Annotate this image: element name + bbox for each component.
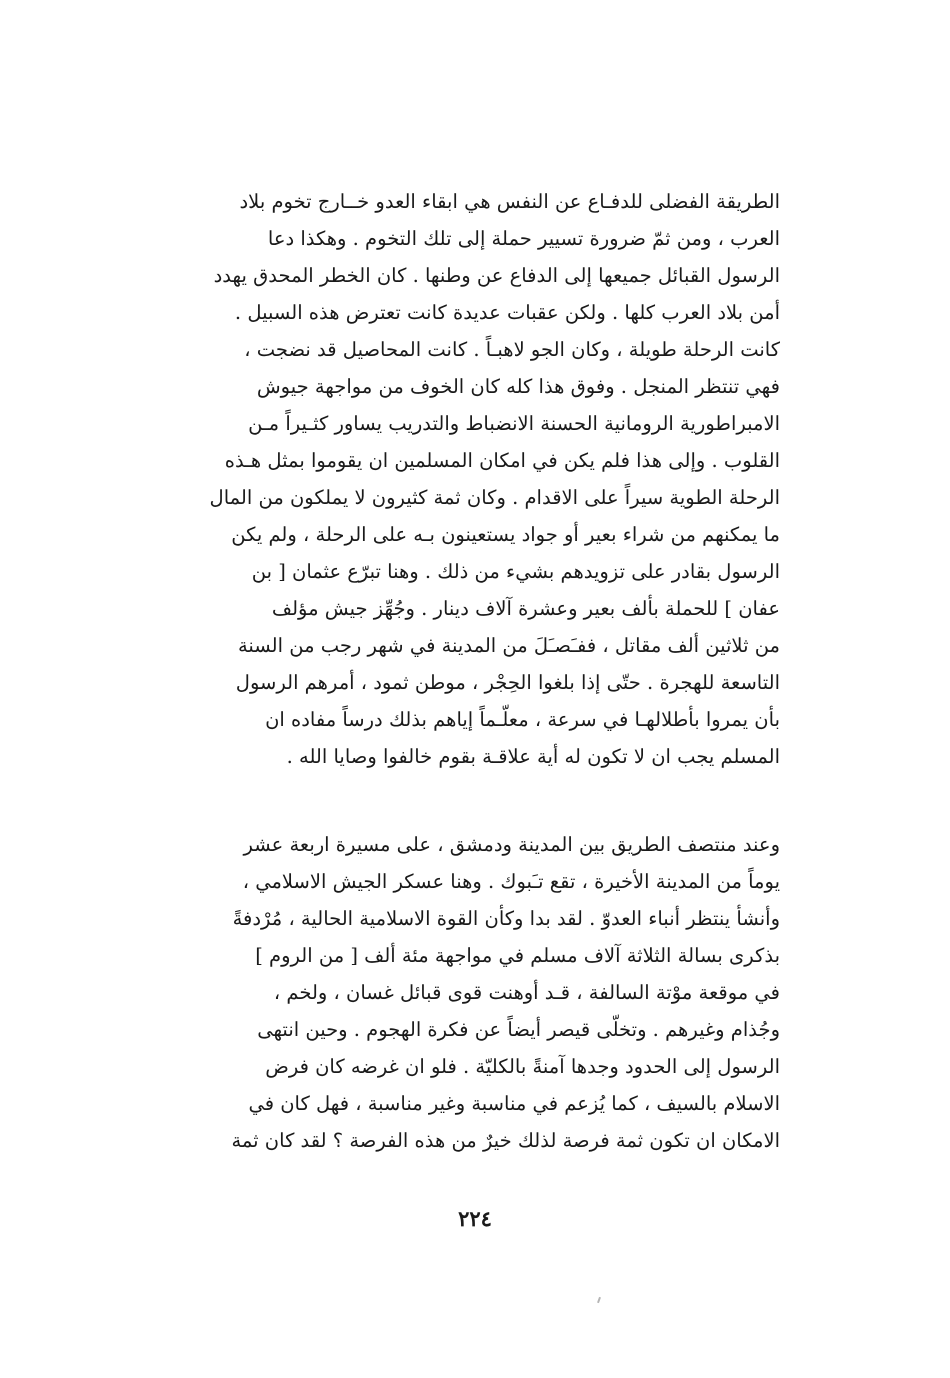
text-line: الاسلام بالسيف ، كما يُزعم في مناسبة وغير مناسبة ، فهل كان في	[248, 1092, 780, 1115]
text-line: في موقعة موْتة السالفة ، قـد أوهنت قوى قبائل غسان ، ولخم ،	[273, 981, 780, 1004]
paragraph-2	[104, 826, 780, 1159]
scan-speck	[597, 1297, 601, 1303]
text-line: من ثلاثين ألف مقاتل ، ففـَصـَلَ من المدينة في شهر رجب من السنة	[237, 634, 780, 657]
text-line: الرسول إلى الحدود وجدها آمنةً بالكليّة . فلو ان غرضه كان فرض	[265, 1055, 780, 1078]
text-line: الطريقة الفضلى للدفـاع عن النفس هي ابقاء العدو خــارج تخوم بلاد	[239, 190, 780, 213]
text-line: الرسول بقادر على تزويدهم بشيء من ذلك . وهنا تبرّع عثمان [ بن	[251, 560, 780, 583]
text-line: وجُذام وغيرهم . وتخلّى قيصر أيضاً عن فكرة الهجوم . وحين انتهى	[257, 1018, 780, 1041]
text-line: فهي تنتظر المنجل . وفوق هذا كله كان الخوف من مواجهة جيوش	[256, 375, 780, 398]
page-number: ٢٢٤	[458, 1206, 492, 1231]
text-line: الرحلة الطوية سيراً على الاقدام . وكان ثمة كثيرون لا يملكون من المال	[209, 486, 780, 509]
text-line: الامكان ان تكون ثمة فرصة لذلك خيرٌ من هذه الفرصة ؟ لقد كان ثمة	[231, 1129, 780, 1152]
text-line: كانت الرحلة طويلة ، وكان الجو لاهبـاً . كانت المحاصيل قد نضجت ،	[244, 338, 780, 361]
text-line: أمن بلاد العرب كلها . ولكن عقبات عديدة كانت تعترض هذه السبيل .	[234, 301, 780, 324]
text-line: ما يمكنهم من شراء بعير أو جواد يستعينون بـه على الرحلة ، ولم يكن	[231, 523, 780, 546]
text-line: التاسعة للهجرة . حتّى إذا بلغوا الحِجْر ، موطن ثمود ، أمرهم الرسول	[235, 671, 780, 694]
text-line: عفان ] للحملة بألف بعير وعشرة آلاف دينار . وجُهِّز جيش مؤلف	[271, 597, 780, 620]
text-line: المسلم يجب ان لا تكون له أية علاقـة بقوم خالفوا وصايا الله .	[286, 745, 780, 768]
text-line: بأن يمروا بأطلالهـا في سرعة ، معلّـماً إياهم بذلك درساً مفاده ان	[265, 708, 780, 731]
text-line: العرب ، ومن ثمّ ضرورة تسيير حملة إلى تلك التخوم . وهكذا دعا	[267, 227, 780, 250]
paragraph-1	[104, 183, 780, 775]
text-line: القلوب . وإلى هذا فلم يكن في امكان المسلمين ان يقوموا بمثل هـذه	[224, 449, 780, 472]
text-line: بذكرى بسالة الثلاثة آلاف مسلم في مواجهة مئة ألف [ من الروم ]	[255, 944, 780, 967]
text-line: وأنشأ ينتظر أنباء العدوّ . لقد بدا وكأن القوة الاسلامية الحالية ، مُرْدفةً	[232, 907, 780, 930]
text-line: وعند منتصف الطريق بين المدينة ودمشق ، على مسيرة اربعة عشر	[243, 833, 780, 856]
text-line: الرسول القبائل جميعها إلى الدفاع عن وطنها . كان الخطر المحدق يهدد	[213, 264, 780, 287]
text-line: الامبراطورية الرومانية الحسنة الانضباط والتدريب يساور كثـيراً مـن	[248, 412, 780, 435]
text-line: يوماً من المدينة الأخيرة ، تقع تـَبوك . وهنا عسكر الجيش الاسلامي ،	[242, 870, 780, 893]
